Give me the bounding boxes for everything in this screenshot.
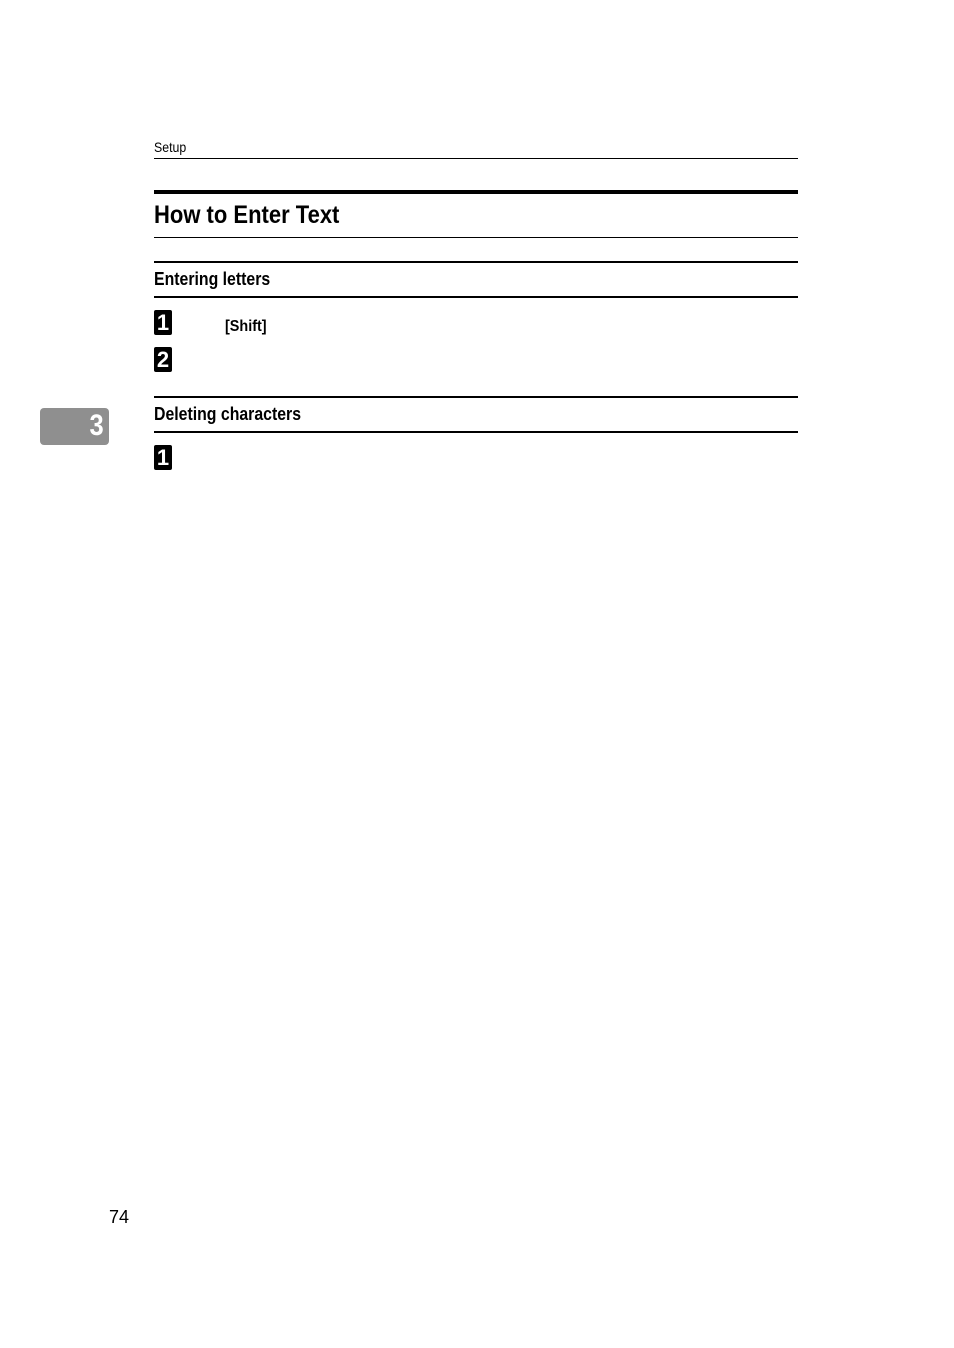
- section-rule-top: [154, 396, 798, 398]
- step-number-1: 1: [154, 310, 172, 335]
- title-rule-bottom: [154, 237, 798, 238]
- section-rule-bottom: [154, 431, 798, 433]
- section-rule-bottom: [154, 296, 798, 298]
- section-heading-deleting-characters: Deleting characters: [154, 404, 302, 424]
- chapter-number: 3: [89, 409, 104, 442]
- step-number-2: 2: [154, 347, 172, 372]
- page-number: 74: [109, 1207, 130, 1227]
- step-number-1: 1: [154, 445, 172, 470]
- section-rule-top: [154, 261, 798, 263]
- chapter-tab: [40, 408, 109, 445]
- running-header: Setup: [154, 139, 187, 155]
- page-title: How to Enter Text: [154, 201, 340, 229]
- shift-key-label: [Shift]: [225, 318, 267, 335]
- section-heading-entering-letters: Entering letters: [154, 269, 271, 289]
- title-rule-top: [154, 190, 798, 194]
- header-rule: [154, 158, 798, 159]
